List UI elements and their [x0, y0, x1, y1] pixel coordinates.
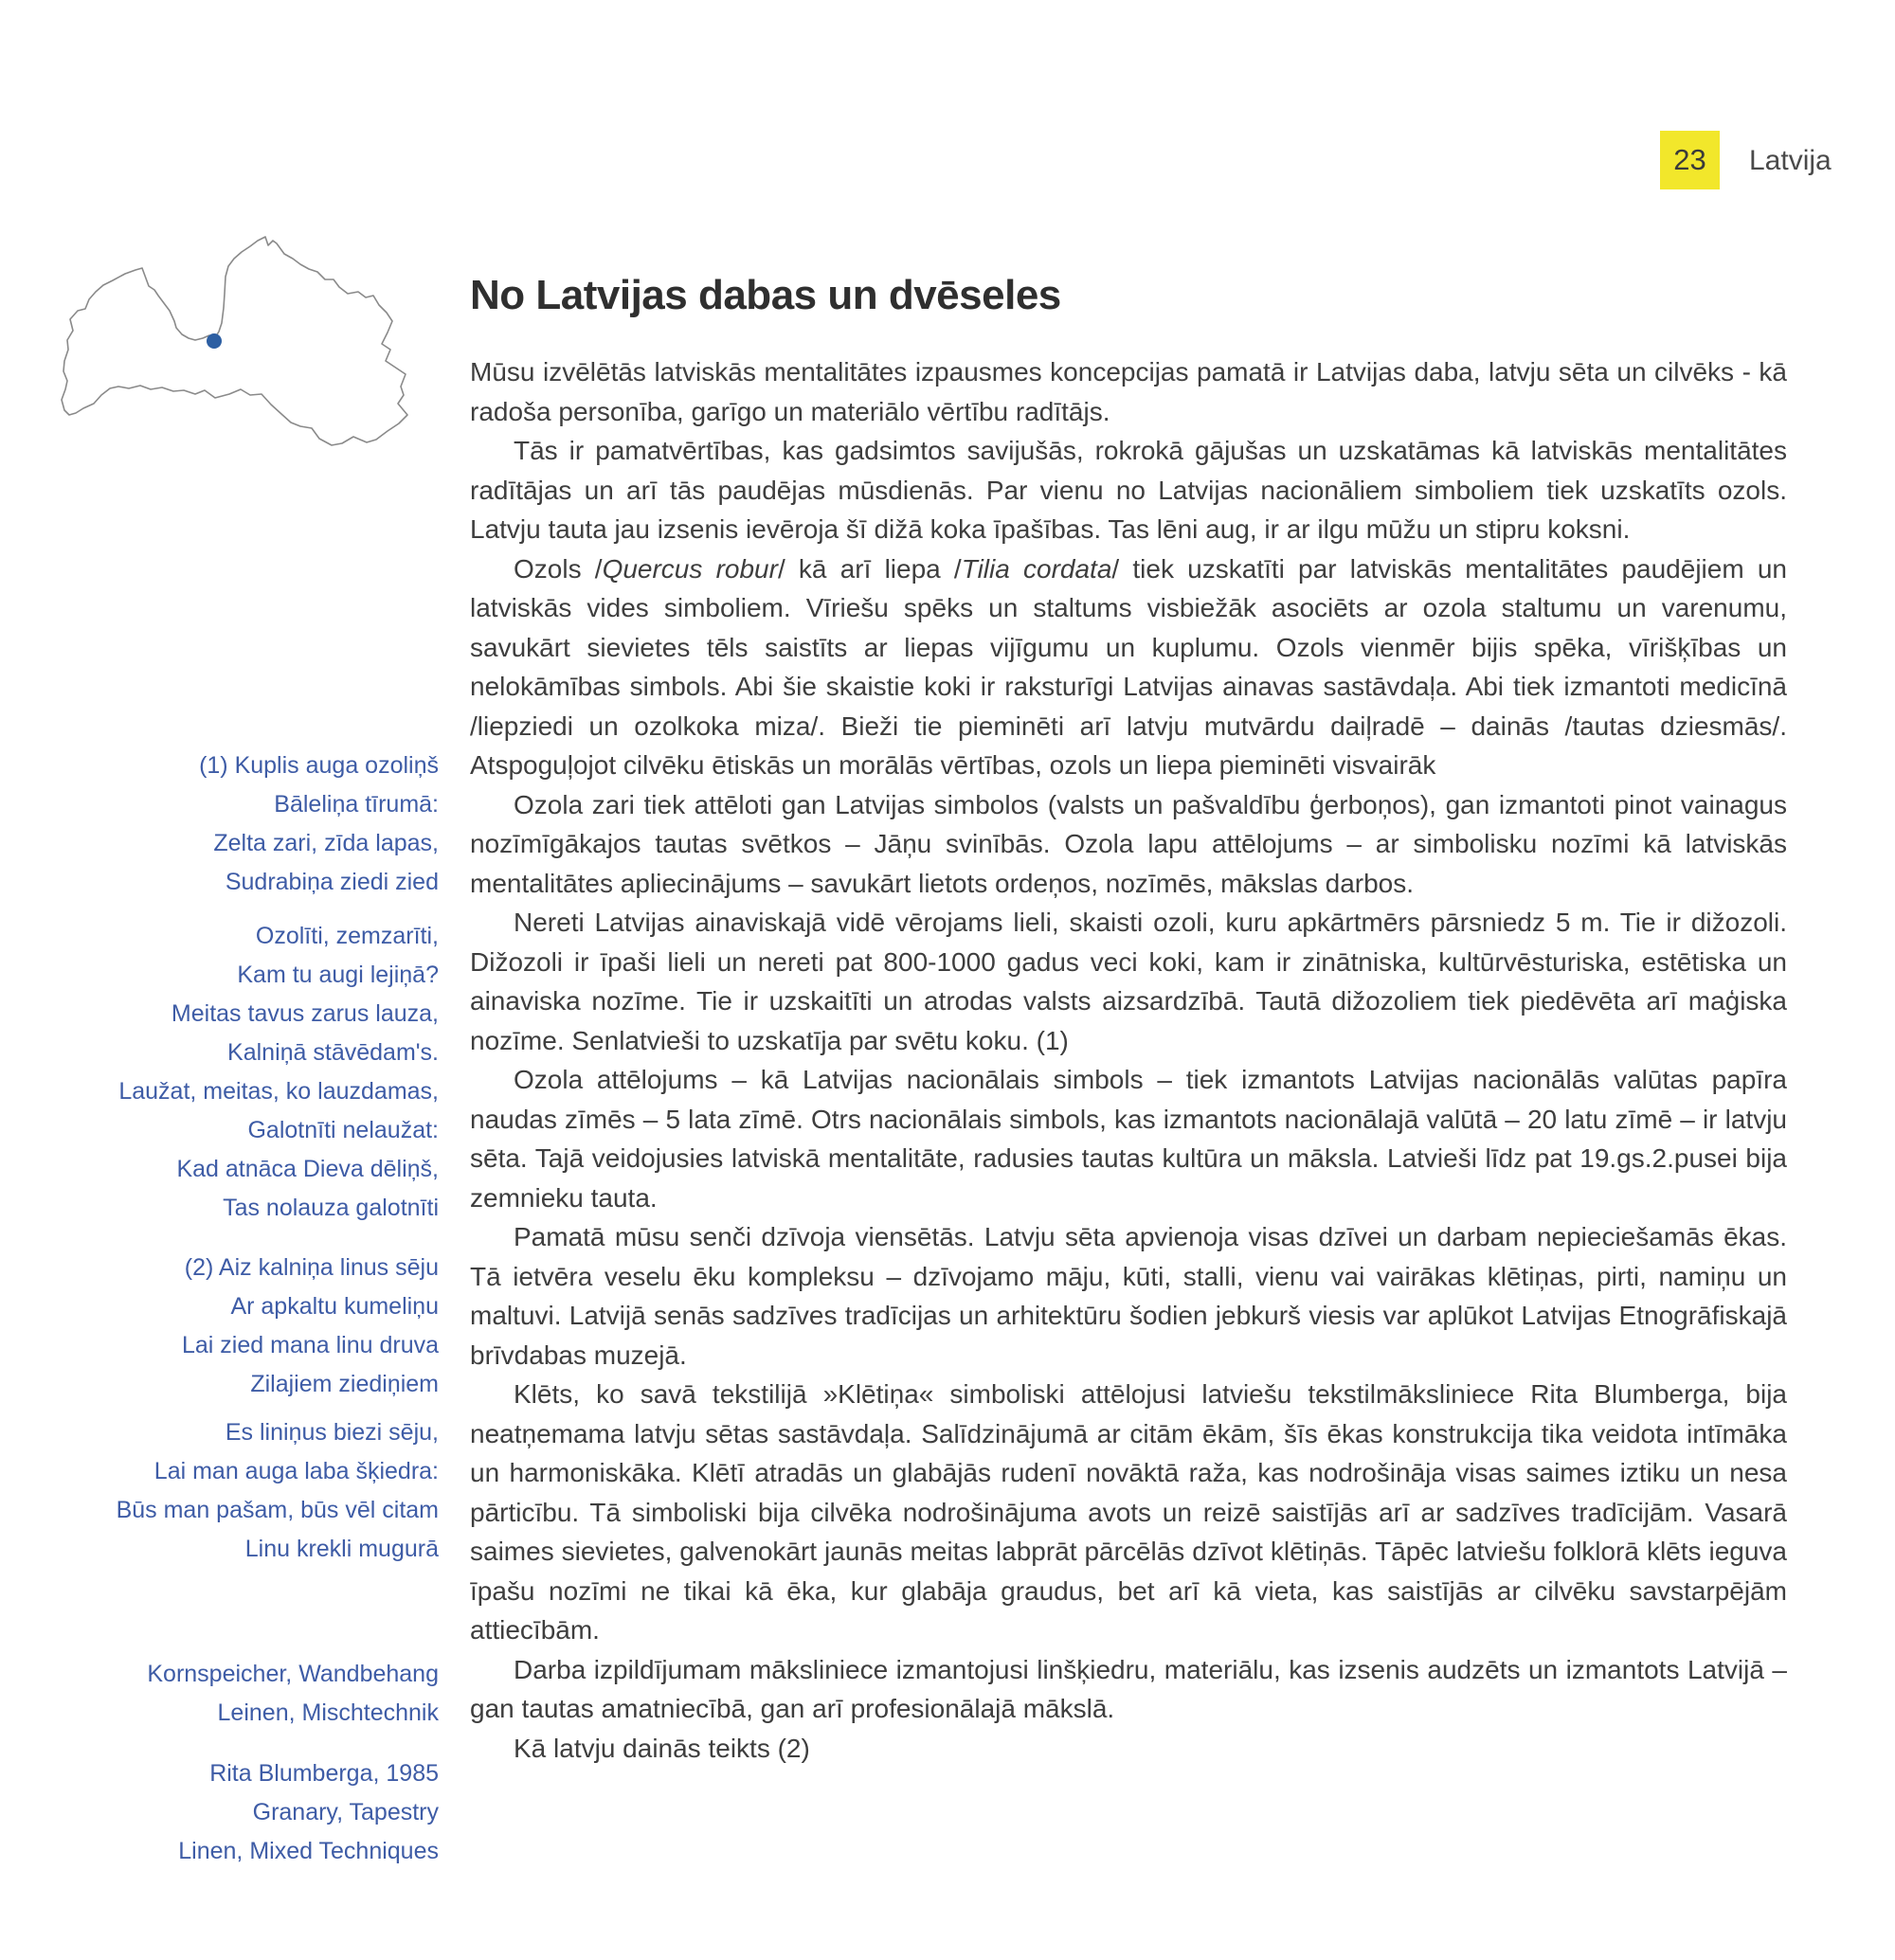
sidebar-line: Zilajiem ziediņiem [250, 1371, 439, 1397]
sidebar-line: (2) Aiz kalniņa linus sēju [184, 1254, 439, 1281]
sidebar-line: Ozolīti, zemzarīti, [255, 923, 439, 949]
paragraph: Darba izpildījumam māksliniece izmantojusi linšķiedru, materiālu, kas izsenis audzēts un izmantots Latvijā – gan tautas amatniecībā, gan arī profesionālajā mākslā. [470, 1654, 1787, 1723]
sidebar-line: Meitas tavus zarus lauza, [171, 1000, 439, 1027]
paragraph: Pamatā mūsu senči dzīvoja viensētās. Latvju sēta apvienoja visas dzīvei un darbam nepieciešamās ēkas. Tā ietvēra veselu ēku kompleksu – dzīvojamo māju, kūti, stalli, vienu vai vairākas klētiņas, pirti, namiņu un maltuvi. Latvijā senās sadzīves tradīcijas un arhitektūru šodien jebkurš viesis var aplūkot Latvijas Etnogrāfiskajā brīvdabas muzejā. [470, 1222, 1787, 1370]
sidebar-line: Lai man auga laba šķiedra: [153, 1458, 439, 1484]
sidebar-poem-2 [76, 917, 439, 1228]
latvia-map-svg [38, 227, 417, 464]
sidebar-line: Leinen, Mischtechnik [217, 1699, 439, 1726]
riga-location-dot [207, 333, 222, 349]
latvia-country-outline [62, 237, 407, 445]
article-body [470, 352, 1787, 1768]
sidebar-caption-artwork [76, 1754, 439, 1871]
sidebar-line: Zelta zari, zīda lapas, [213, 830, 439, 856]
region-label: Latvija [1749, 145, 1832, 176]
sidebar-poem-1 [76, 746, 439, 902]
sidebar-line: Galotnīti nelaužat: [247, 1117, 439, 1143]
sidebar-line: Rita Blumberga, 1985 [209, 1760, 439, 1787]
page-number-highlight [1660, 131, 1720, 189]
paragraph: Mūsu izvēlētās latviskās mentalitātes izpausmes koncepcijas pamatā ir Latvijas daba, latvju sēta un cilvēks - kā radoša personība, garīgo un materiālo vērtību radītājs. [470, 357, 1787, 426]
sidebar-line: Būs man pašam, būs vēl citam [116, 1497, 439, 1523]
paragraph: Kā latvju dainās teikts (2) [514, 1733, 810, 1763]
sidebar-line: Kad atnāca Dieva dēliņš, [176, 1156, 439, 1182]
sidebar-line: Bāleliņa tīrumā: [274, 791, 439, 818]
paragraph: Ozols /Quercus robur/ kā arī liepa /Tilia cordata/ tiek uzskatīti par latviskās mentalitātes paudējiem un latviskās vides simboliem. Vīriešu spēks un staltums visbiežāk asociēts ar ozola staltumu un varenumu, savukārt sievietes tēls saistīts ar liepas vijīgumu un kuplumu. Ozols vienmēr bijis spēka, vīrišķības un nelokāmības simbols. Abi šie skaistie koki ir raksturīgi Latvijas ainavas sastāvdaļa. Abi tiek izmantoti medicīnā /liepziedi un ozolkoka miza/. Bieži tie pieminēti arī latvju mutvārdu daiļradē – dainās /tautas dziesmās/. Atspoguļojot cilvēku ētiskās un morālās vērtības, ozols un liepa pieminēti visvairāk [470, 553, 1787, 780]
sidebar-line: Kalniņā stāvēdam's. [227, 1039, 439, 1066]
paragraph: Tās ir pamatvērtības, kas gadsimtos savijušās, rokrokā gājušas un uzskatāmas kā latviskās mentalitātes radītājas un arī tās paudējas mūsdienās. Par vienu no Latvijas nacionāliem simboliem tiek uzskatīts ozols. Latvju tauta jau izsenis ievēroja šī dižā koka īpašības. Tas lēni aug, ir ar ilgu mūžu un stipru koksni. [470, 436, 1787, 544]
paragraph: Klēts, ko savā tekstilijā »Klētiņa« simboliski attēlojusi latviešu tekstilmāksliniece Rita Blumberga, bija neatņemama latvju sētas sastāvdaļa. Salīdzinājumā ar citām ēkām, šīs ēkas konstrukcija tika veidota intīmāka un harmoniskāka. Klētī atradās un glabājās rudenī novāktā raža, kas nodrošināja visas saimes iztiku un nesa pārticību. Tā simboliski bija cilvēka nodrošinājuma avots un reizē saistījās arī ar sadzīves tradīcijām. Vasarā saimes sievietes, galvenokārt jaunās meitas labprāt pārcēlās dzīvot klētiņās. Tāpēc latviešu folklorā klēts ieguva īpašu nozīmi ne tikai kā ēka, kur glabāja graudus, bet arī kā vieta, kas saistījās ar cilvēku savstarpējām attiecībām. [470, 1379, 1787, 1645]
paragraph: Ozola zari tiek attēloti gan Latvijas simbolos (valsts un pašvaldību ģerboņos), gan izmantoti pinot vainagus nozīmīgākajos tautas svētkos – Jāņu svinībās. Ozola lapu attēlojums – ar simbolisku nozīmi kā latviskās mentalitātes apliecinājums – savukārt lietots ordeņos, nozīmēs, mākslas darbos. [470, 789, 1787, 898]
sidebar-line: Tas nolauza galotnīti [223, 1195, 439, 1221]
paragraph: Ozola attēlojums – kā Latvijas nacionālais simbols – tiek izmantots Latvijas nacionālās valūtas papīra naudas zīmēs – 5 lata zīmē. Otrs nacionālais simbols, kas izmantots nacionālajā valūtā – 20 latu zīmē – ir latvju sēta. Tajā veidojusies latviskā mentalitāte, radusies tautas kultūra un māksla. Latvieši līdz pat 19.gs.2.pusei bija zemnieku tauta. [470, 1065, 1787, 1213]
sidebar-line: Linu krekli mugurā [244, 1536, 439, 1562]
sidebar-line: Linen, Mixed Techniques [178, 1838, 439, 1864]
sidebar-line: Sudrabiņa ziedi zied [225, 869, 439, 895]
sidebar-poem-4 [76, 1413, 439, 1569]
sidebar-line: (1) Kuplis auga ozoliņš [199, 752, 439, 779]
paragraph: Nereti Latvijas ainaviskajā vidē vērojams lieli, skaisti ozoli, kuru apkārtmērs pārsniedz 5 m. Tie ir dižozoli. Dižozoli ir īpaši lieli un nereti pat 800-1000 gadus veci koki, kam ir zinātniska, kultūrvēsturiska, estētiska un ainaviska nozīme. Tie ir uzskaitīti un atrodas valsts aizsardzībā. Tautā dižozoliem tiek piedēvēta arī maģiska nozīme. Senlatvieši to uzskatīja par svētu koku. (1) [470, 908, 1787, 1055]
sidebar-line: Granary, Tapestry [252, 1799, 439, 1825]
sidebar-line: Kornspeicher, Wandbehang [147, 1661, 439, 1687]
sidebar-line: Lai zied mana linu druva [182, 1332, 439, 1358]
sidebar-line: Laužat, meitas, ko lauzdamas, [118, 1078, 439, 1105]
article-title: No Latvijas dabas un dvēseles [470, 272, 1061, 319]
latvia-outline-map [38, 227, 417, 464]
sidebar-line: Kam tu augi lejiņā? [237, 962, 439, 988]
sidebar-poem-3 [76, 1249, 439, 1404]
sidebar-caption-german [76, 1655, 439, 1733]
page-number: 23 [1673, 143, 1706, 176]
sidebar-line: Ar apkaltu kumeliņu [230, 1293, 439, 1320]
sidebar-line: Es liniņus biezi sēju, [225, 1419, 439, 1446]
